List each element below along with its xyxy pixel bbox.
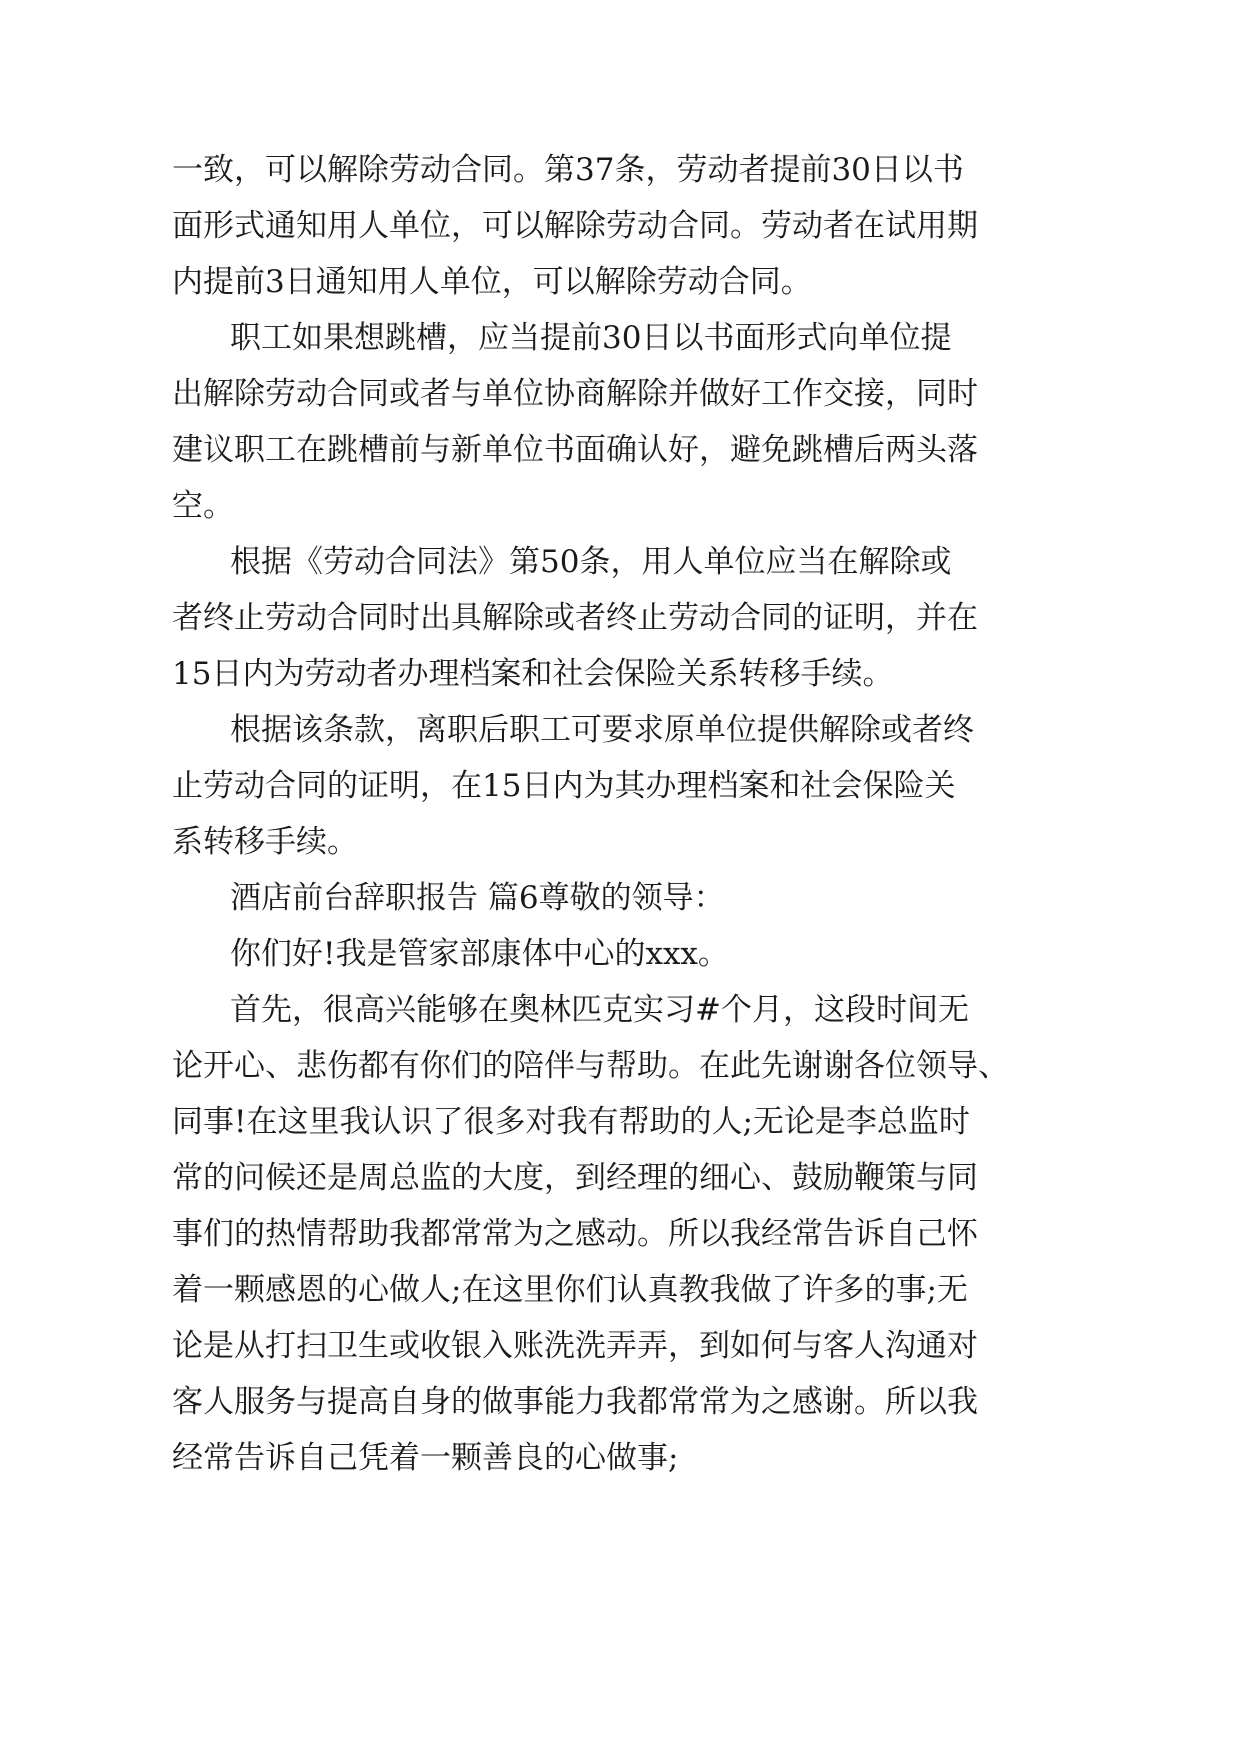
text-line [0,196,1241,256]
text-line [0,1372,1241,1432]
line-text: 常的问候还是周总监的大度，到经理的细心、鼓励鞭策与同 [172,1160,978,1196]
line-text: 你们好!我是管家部康体中心的xxx。 [230,936,729,972]
line-text: 首先，很高兴能够在奥林匹克实习#个月，这段时间无 [230,992,969,1028]
text-line [0,1260,1241,1320]
line-text: 论开心、悲伤都有你们的陪伴与帮助。在此先谢谢各位领导、 [172,1048,1009,1084]
line-text: 一致，可以解除劳动合同。第37条，劳动者提前30日以书 [172,152,964,188]
line-text: 内提前3日通知用人单位，可以解除劳动合同。 [172,264,812,300]
line-text: 面形式通知用人单位，可以解除劳动合同。劳动者在试用期 [172,208,978,244]
line-text: 根据该条款，离职后职工可要求原单位提供解除或者终 [230,712,974,748]
line-text: 着一颗感恩的心做人;在这里你们认真教我做了许多的事;无 [172,1272,968,1308]
text-line [0,812,1241,872]
line-text: 经常告诉自己凭着一颗善良的心做事; [172,1440,679,1476]
paragraph-first-line [0,924,1241,984]
text-line [0,756,1241,816]
text-line [0,588,1241,648]
line-text: 酒店前台辞职报告 篇6尊敬的领导： [230,880,725,916]
text-line [0,1092,1241,1152]
line-text: 根据《劳动合同法》第50条，用人单位应当在解除或 [230,544,952,580]
line-text: 出解除劳动合同或者与单位协商解除并做好工作交接，同时 [172,376,978,412]
text-line [0,1428,1241,1488]
text-line [0,1148,1241,1208]
line-text: 同事!在这里我认识了很多对我有帮助的人;无论是李总监时 [172,1104,970,1140]
line-text: 职工如果想跳槽，应当提前30日以书面形式向单位提 [230,320,952,356]
text-line [0,644,1241,704]
line-text: 者终止劳动合同时出具解除或者终止劳动合同的证明，并在 [172,600,978,636]
line-text: 客人服务与提高自身的做事能力我都常常为之感谢。所以我 [172,1384,978,1420]
line-text: 空。 [172,488,234,524]
paragraph-first-line [0,700,1241,760]
line-text: 建议职工在跳槽前与新单位书面确认好，避免跳槽后两头落 [172,432,978,468]
line-text: 事们的热情帮助我都常常为之感动。所以我经常告诉自己怀 [172,1216,978,1252]
line-text: 论是从打扫卫生或收银入账洗洗弄弄，到如何与客人沟通对 [172,1328,978,1364]
text-line [0,1036,1241,1096]
text-line [0,364,1241,424]
text-line [0,252,1241,312]
line-text: 止劳动合同的证明，在15日内为其办理档案和社会保险关 [172,768,956,804]
paragraph-first-line [0,980,1241,1040]
line-text: 15日内为劳动者办理档案和社会保险关系转移手续。 [172,656,894,692]
text-line [0,476,1241,536]
paragraph-first-line [0,308,1241,368]
text-line [0,140,1241,200]
text-line [0,1204,1241,1264]
text-line [0,1316,1241,1376]
section-heading [0,868,1241,928]
line-text: 系转移手续。 [172,824,358,860]
paragraph-first-line [0,532,1241,592]
text-line [0,420,1241,480]
